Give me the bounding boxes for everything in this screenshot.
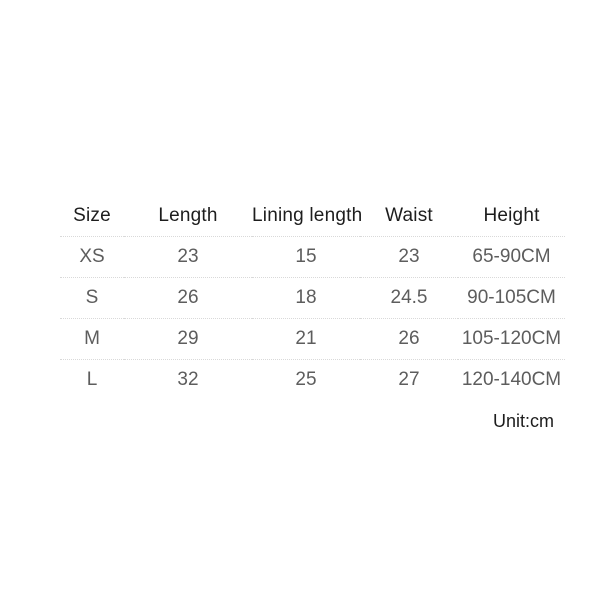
cell-s-height: 90-105CM [467, 286, 556, 308]
cell-l-lining-length: 25 [295, 368, 317, 390]
cell-s-size: S [85, 286, 99, 308]
cell-xs-lining-length: 15 [295, 245, 317, 267]
cell-xs-size: XS [79, 245, 105, 267]
cell-s-lining-length: 18 [295, 286, 317, 308]
table-row-s [60, 277, 565, 318]
cell-m-size: M [84, 327, 100, 349]
cell-m-waist: 26 [398, 327, 420, 349]
cell-xs-height: 65-90CM [472, 245, 551, 267]
cell-m-height: 105-120CM [461, 327, 562, 349]
cell-m-lining-length: 21 [295, 327, 317, 349]
cell-xs-waist: 23 [398, 245, 420, 267]
cell-l-size: L [86, 368, 98, 390]
cell-s-waist: 24.5 [390, 286, 428, 308]
size-table [60, 196, 565, 400]
table-row-l [60, 359, 565, 400]
cell-l-height: 120-140CM [461, 368, 562, 390]
cell-l-length: 32 [177, 368, 199, 390]
column-header-length: Length [158, 204, 218, 226]
table-row-xs [60, 236, 565, 277]
cell-xs-length: 23 [177, 245, 199, 267]
column-header-waist: Waist [385, 204, 433, 226]
cell-l-waist: 27 [398, 368, 420, 390]
unit-note: Unit:cm [492, 411, 554, 431]
column-header-lining-length: Lining length [252, 204, 363, 226]
column-header-size: Size [73, 204, 111, 226]
cell-m-length: 29 [177, 327, 199, 349]
column-header-height: Height [483, 204, 540, 226]
table-row-m [60, 318, 565, 359]
cell-s-length: 26 [177, 286, 199, 308]
table-header-row [60, 196, 565, 236]
